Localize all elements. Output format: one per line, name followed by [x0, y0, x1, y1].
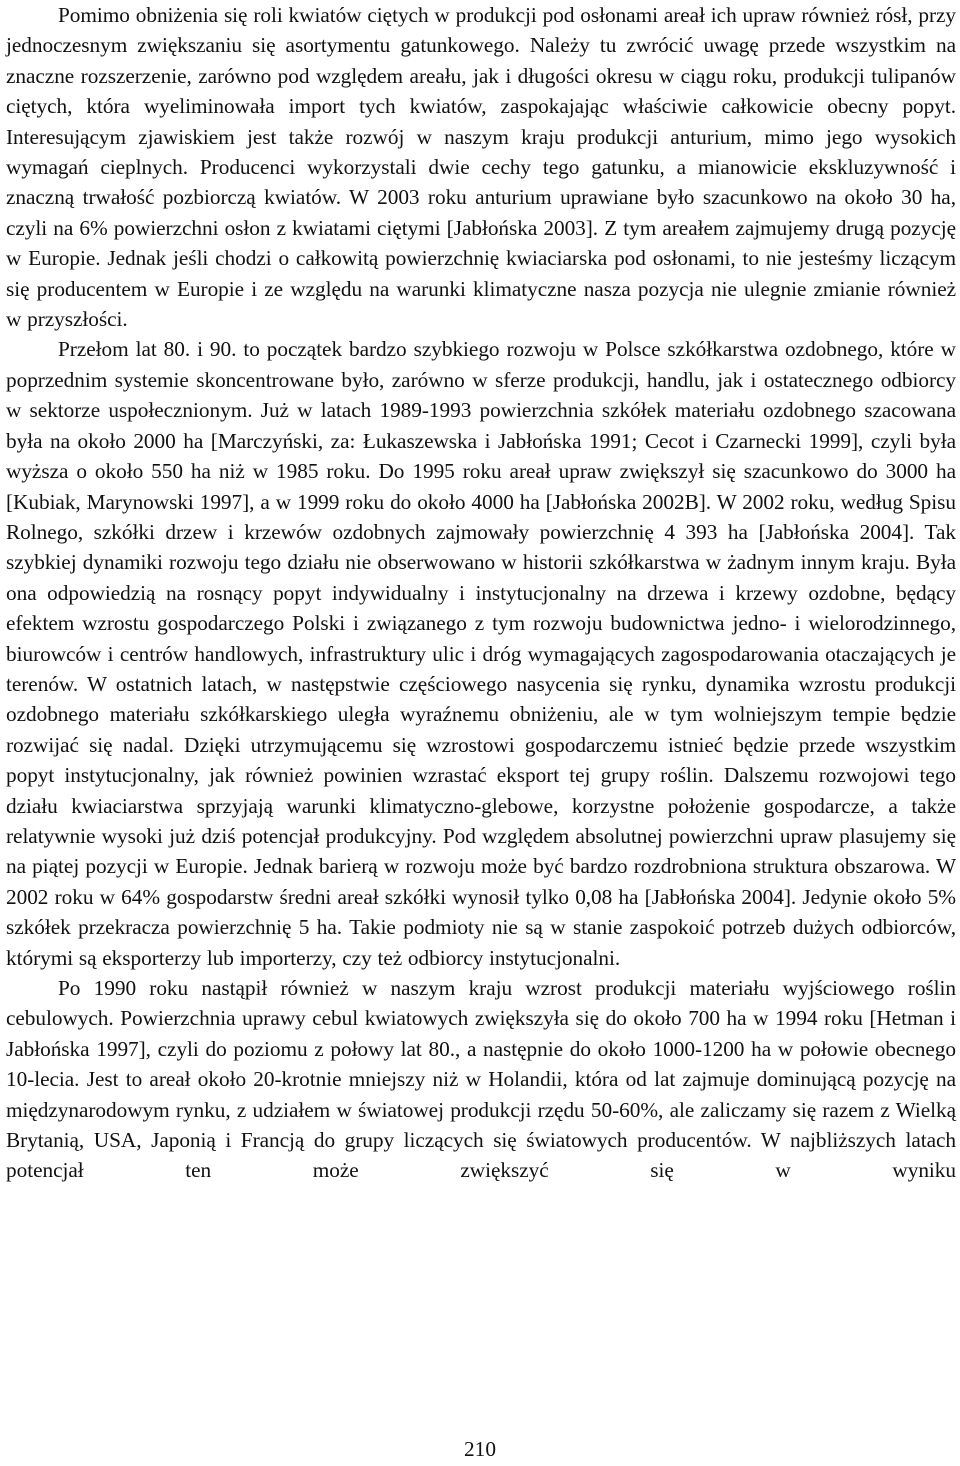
page-number: 210 [464, 1437, 496, 1461]
paragraph-anthurium: Pomimo obniżenia się roli kwiatów ciętych w produkcji pod osłonami areał ich upraw również rósł, przy jednoczesnym zwiększaniu się asortymentu gatunkowego. Należy tu zwrócić uwagę przede wszystkim na znaczne rozszerzenie, zarówno pod względem areału, jak i długości okresu w ciągu roku, produkcji tulipanów ciętych, która wyeliminowała import tych kwiatów, zaspokajając właściwie całkowicie obecny popyt. Interesującym zjawiskiem jest także rozwój w naszym kraju produkcji anturium, mimo jego wysokich wymagań cieplnych. Producenci wykorzystali dwie cechy tego gatunku, a mianowicie ekskluzywność i znaczną trwałość pozbiorczą kwiatów. W 2003 roku anturium uprawiane było szacunkowo na około 30 ha, czyli na 6% powierzchni osłon z kwiatami ciętymi [Jabłońska 2003]. Z tym areałem zajmujemy drugą pozycję w Europie. Jednak jeśli chodzi o całkowitą powierzchnię kwiaciarska pod osłonami, to nie jesteśmy liczącym się producentem w Europie i ze względu na warunki klimatyczne nasza pozycja nie ulegnie zmianie również w przyszłości. [6, 3, 956, 332]
document-page [6, 0, 956, 1186]
paragraph-nursery: Przełom lat 80. i 90. to początek bardzo szybkiego rozwoju w Polsce szkółkarstwa ozdobnego, które w poprzednim systemie skoncentrowane było, zarówno w sferze produkcji, handlu, jak i ostatecznego odbiorcy w sektorze uspołecznionym. Już w latach 1989-1993 powierzchnia szkółek materiału ozdobnego szacowana była na około 2000 ha [Marczyński, za: Łukaszewska i Jabłońska 1991; Cecot i Czarnecki 1999], czyli była wyższa o około 550 ha niż w 1985 roku. Do 1995 roku areał upraw zwiększył się szacunkowo do 3000 ha [Kubiak, Marynowski 1997], a w 1999 roku do około 4000 ha [Jabłońska 2002B]. W 2002 roku, według Spisu Rolnego, szkółki drzew i krzewów ozdobnych zajmowały powierzchnię 4 393 ha [Jabłońska 2004]. Tak szybkiej dynamiki rozwoju tego działu nie obserwowano w historii szkółkarstwa w żadnym innym kraju. Była ona odpowiedzią na rosnący popyt indywidualny i instytucjonalny na drzewa i krzewy ozdobne, będący efektem wzrostu gospodarczego Polski i związanego z tym rozwoju budownictwa jedno- i wielorodzinnego, biurowców i centrów handlowych, infrastruktury ulic i dróg wymagających zagospodarowania otaczających je terenów. W ostatnich latach, w następstwie częściowego nasycenia się rynku, dynamika wzrostu produkcji ozdobnego materiału szkółkarskiego uległa wyraźnemu obniżeniu, ale w tym wolniejszym tempie będzie rozwijać się nadal. Dzięki utrzymującemu się wzrostowi gospodarczemu istnieć będzie przede wszystkim popyt instytucjonalny, jak również powinien wzrastać eksport tej grupy roślin. Dalszemu rozwojowi tego działu kwiaciarstwa sprzyjają warunki klimatyczno-glebowe, korzystne położenie gospodarcze, a także relatywnie wysoki już dziś potencjał produkcyjny. Pod względem absolutnej powierzchni upraw plasujemy się na piątej pozycji w Europie. Jednak barierą w rozwoju może być bardzo rozdrobniona struktura obszarowa. W 2002 roku w 64% gospodarstw średni areał szkółki wynosił tylko 0,08 ha [Jabłońska 2004]. Jedynie około 5% szkółek przekracza powierzchnię 5 ha. Takie podmioty nie są w stanie zaspokoić potrzeb dużych odbiorców, którymi są eksporterzy lub importerzy, czy też odbiorcy instytucjonalni. [6, 337, 956, 970]
paragraph-bulbs: Po 1990 roku nastąpił również w naszym kraju wzrost produkcji materiału wyjściowego roślin cebulowych. Powierzchnia uprawy cebul kwiatowych zwiększyła się do około 700 ha w 1994 roku [Hetman i Jabłońska 1997], czyli do poziomu z połowy lat 80., a następnie do około 1000-1200 ha w połowie obecnego 10-lecia. Jest to areał około 20-krotnie mniejszy niż w Holandii, która od lat zajmuje dominującą pozycję na międzynarodowym rynku, z udziałem w światowej produkcji rzędu 50-60%, ale zaliczamy się razem z Wielką Brytanią, USA, Japonią i Francją do grupy liczących się światowych producentów. W najbliższych latach potencjał ten może zwiększyć się w wyniku [6, 976, 956, 1183]
